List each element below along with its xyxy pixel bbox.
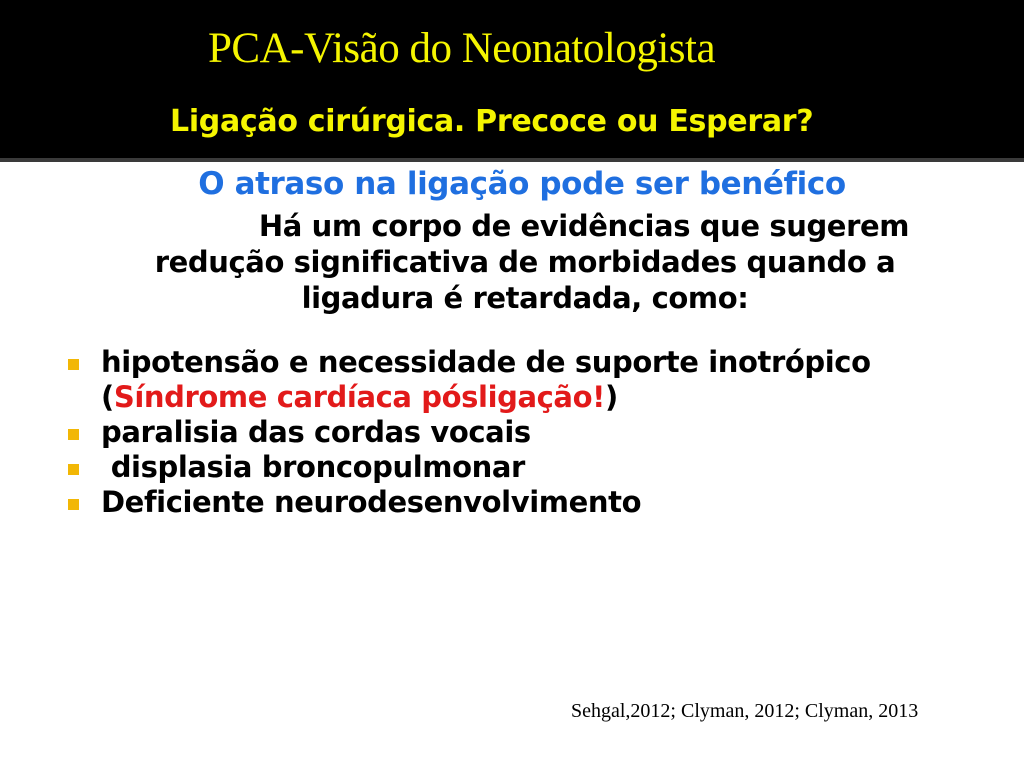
list-item xyxy=(64,485,984,520)
citation: Sehgal,2012; Clyman, 2012; Clyman, 2013 xyxy=(571,700,919,722)
square-bullet-icon xyxy=(68,429,79,440)
bullet-list xyxy=(64,345,984,520)
slide-subtitle: Ligação cirúrgica. Precoce ou Esperar? xyxy=(170,104,814,139)
bullet-highlight: Síndrome cardíaca pósligação! xyxy=(113,380,605,414)
list-item xyxy=(64,415,984,450)
slide-title: PCA-Visão do Neonatologista xyxy=(208,25,716,72)
list-item xyxy=(64,345,984,415)
list-item xyxy=(64,450,984,485)
bullet-text: paralisia das cordas vocais xyxy=(101,415,531,449)
intro-paragraph xyxy=(110,208,940,316)
bullet-open-paren: ( xyxy=(101,380,114,414)
paragraph-line-3: ligadura é retardada, como: xyxy=(301,281,749,315)
square-bullet-icon xyxy=(68,464,79,475)
section-heading: O atraso na ligação pode ser benéfico xyxy=(198,166,846,202)
bullet-text: hipotensão e necessidade de suporte inotrópico xyxy=(101,345,871,379)
bullet-text: Deficiente neurodesenvolvimento xyxy=(101,485,642,519)
bullet-text: displasia broncopulmonar xyxy=(101,450,525,484)
paragraph-line-1: Há um corpo de evidências que sugerem xyxy=(258,209,910,243)
bullet-close-paren: ) xyxy=(604,380,618,414)
paragraph-line-2: redução significativa de morbidades quando a xyxy=(154,245,896,279)
square-bullet-icon xyxy=(68,499,79,510)
square-bullet-icon xyxy=(68,359,79,370)
